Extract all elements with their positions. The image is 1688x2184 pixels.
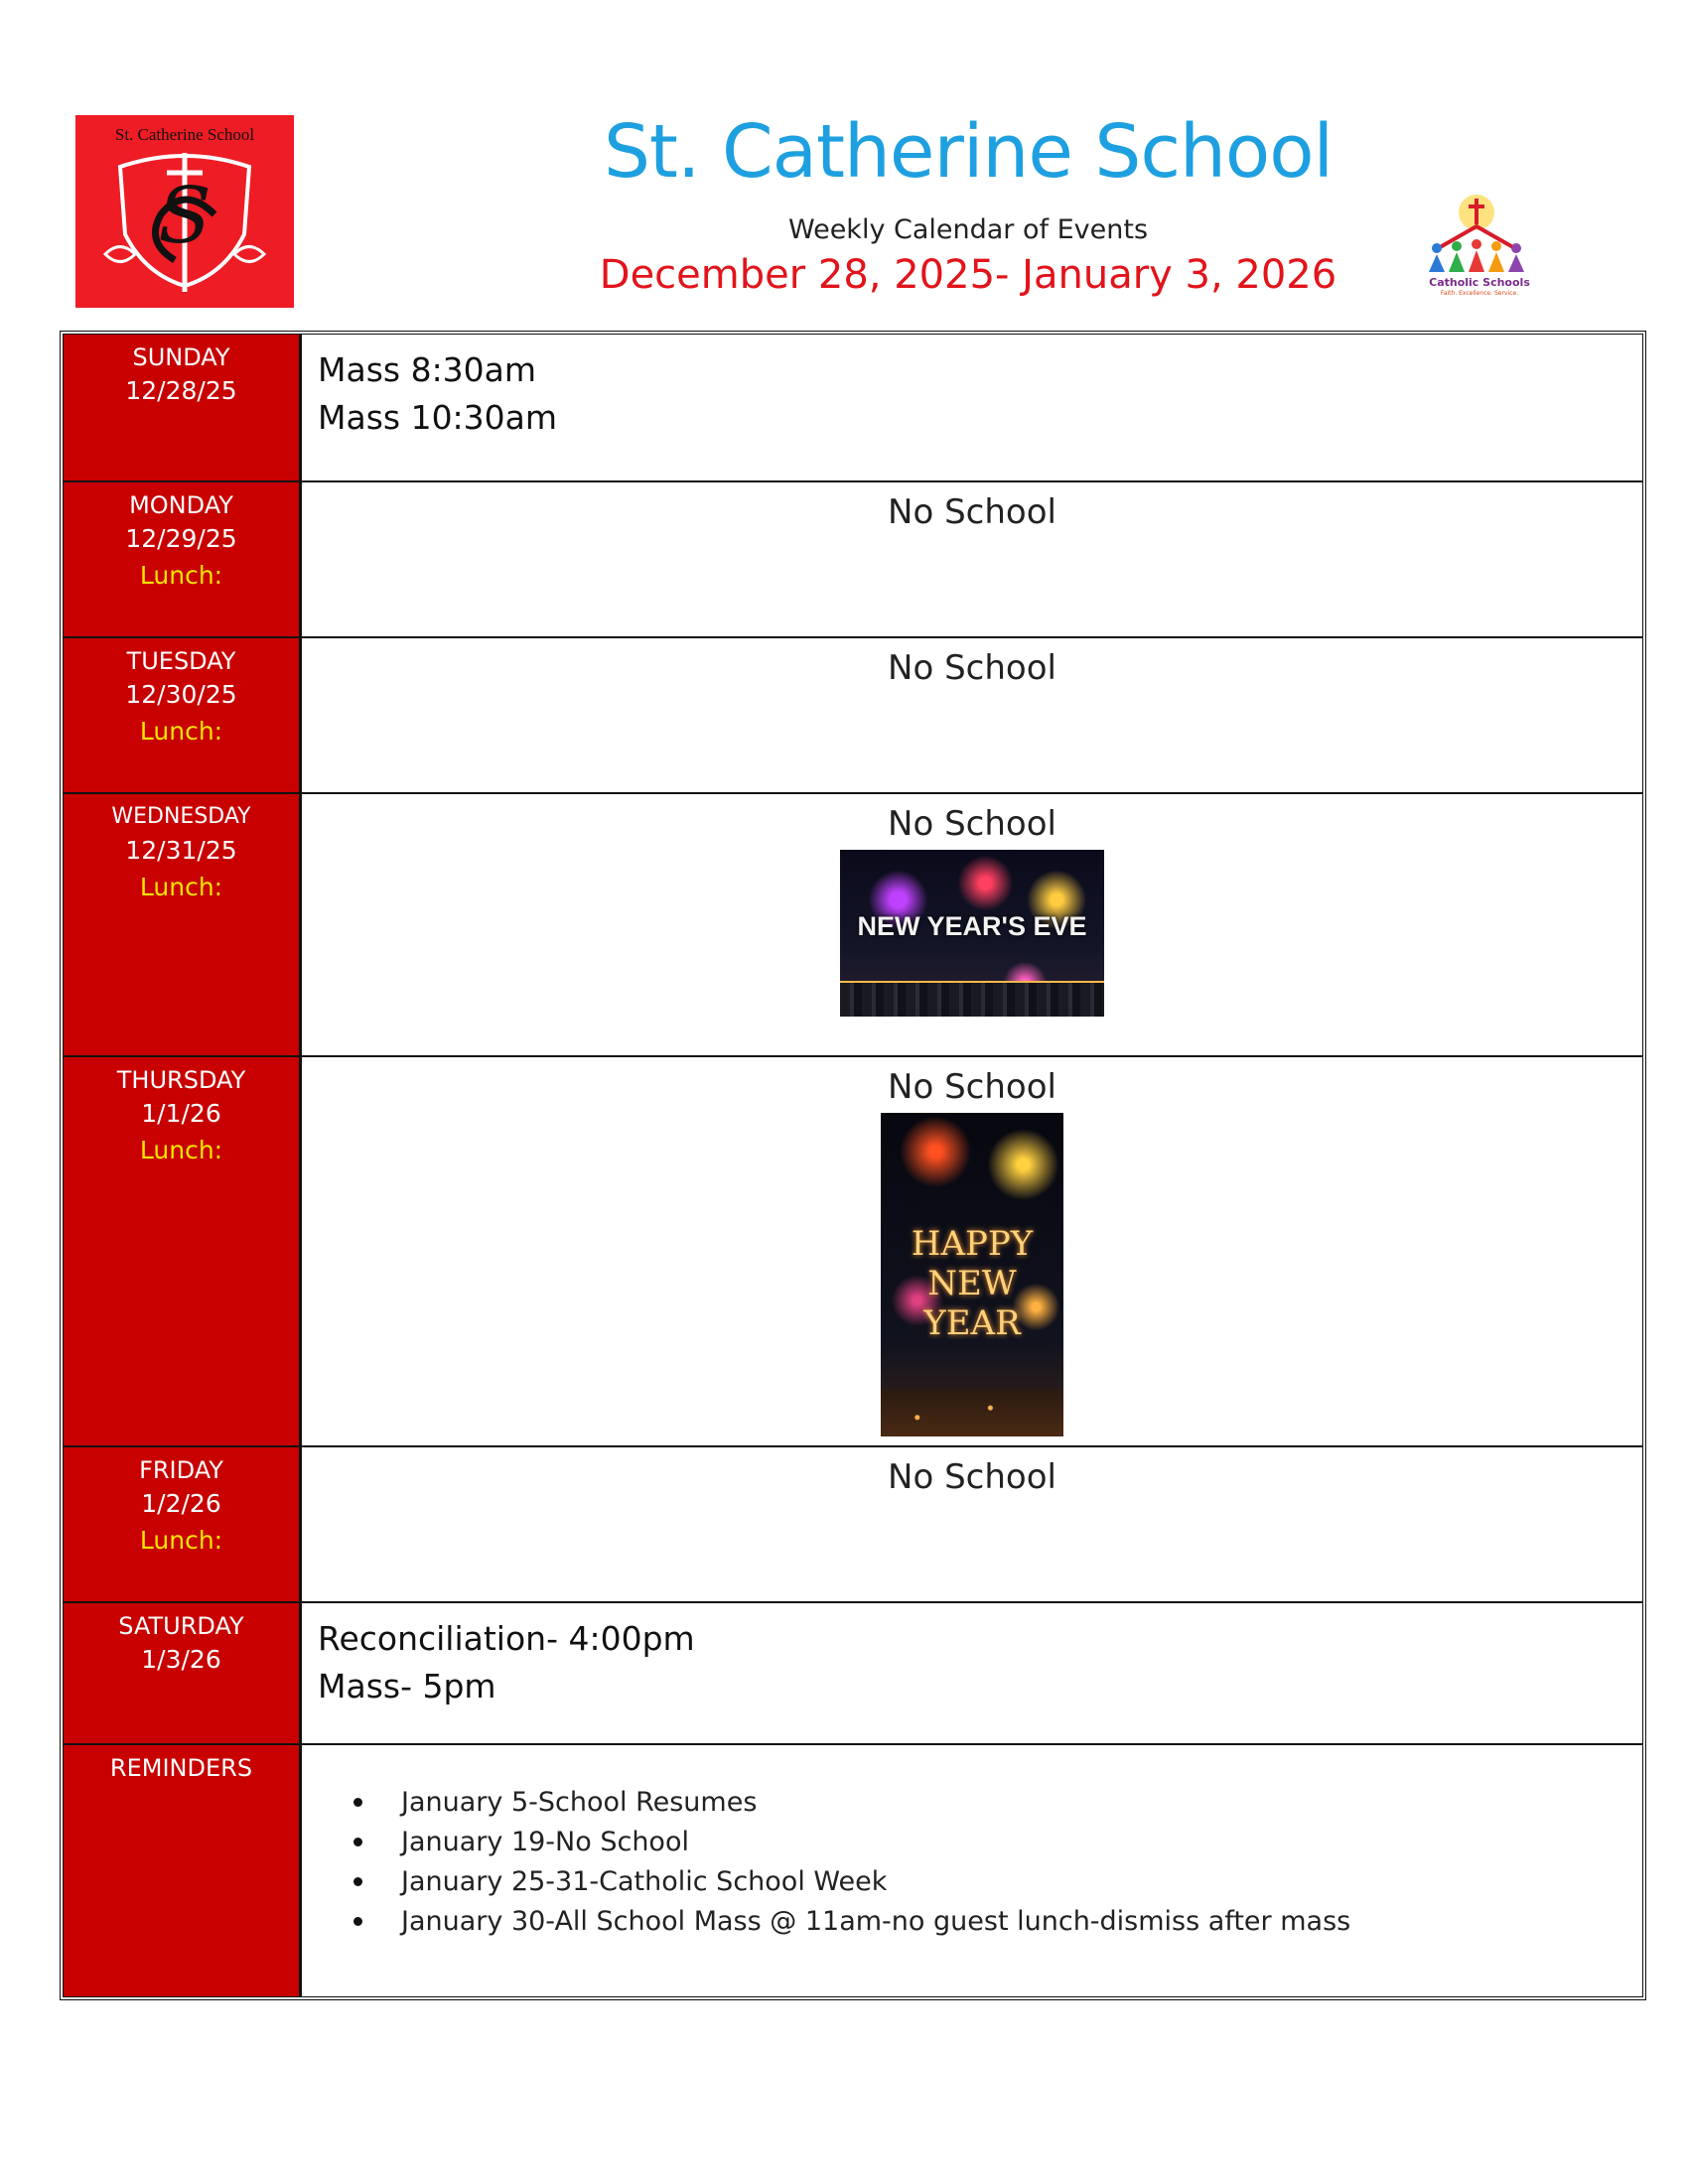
happy-new-year-image [881, 1113, 1063, 1436]
day-name: MONDAY [129, 491, 233, 519]
day-cell [64, 1057, 302, 1445]
day-cell [64, 482, 302, 636]
city-lights [881, 1389, 1063, 1436]
events-cell [302, 638, 1642, 792]
day-name: THURSDAY [116, 1066, 246, 1094]
day-date: 1/2/26 [141, 1489, 221, 1518]
catholic-schools-emblem-icon [1415, 191, 1544, 276]
events-cell [302, 482, 1642, 636]
day-cell [64, 1447, 302, 1601]
happy-new-year-image-text [881, 1224, 1063, 1343]
reminder-item: January 30-All School Mass @ 11am-no guest lunch-dismiss after mass [401, 1902, 1642, 1942]
new-years-eve-image [840, 850, 1104, 1017]
day-date: 1/3/26 [141, 1645, 221, 1674]
day-date: 12/29/25 [125, 524, 237, 553]
lunch-label: Lunch: [139, 873, 223, 901]
reminder-item: January 25-31-Catholic School Week [401, 1862, 1642, 1902]
no-school-note: No School [888, 804, 1056, 844]
reminders-label: REMINDERS [109, 1754, 253, 1782]
reminder-item: January 19-No School [401, 1823, 1642, 1862]
no-school-note: No School [888, 1457, 1056, 1497]
hny-line: HAPPY [911, 1224, 1034, 1264]
lunch-label: Lunch: [139, 1526, 223, 1555]
events-cell [302, 335, 1642, 480]
school-crest-logo [75, 115, 294, 308]
day-cell [64, 1603, 302, 1743]
no-school-note: No School [888, 492, 1056, 532]
lunch-label: Lunch: [139, 717, 223, 746]
calendar-row-tuesday [64, 638, 1642, 794]
day-date: 12/30/25 [125, 680, 237, 709]
reminders-label-cell [64, 1745, 302, 1996]
weekly-calendar-table [60, 331, 1646, 2000]
no-school-note: No School [888, 1067, 1056, 1107]
date-range: December 28, 2025- January 3, 2026 [599, 252, 1337, 298]
page-subtitle: Weekly Calendar of Events [787, 214, 1149, 245]
day-date: 1/1/26 [141, 1099, 221, 1128]
calendar-row-thursday [64, 1057, 1642, 1447]
calendar-row-sunday [64, 335, 1642, 482]
day-date: 12/31/25 [125, 836, 237, 865]
day-name: SUNDAY [132, 343, 230, 371]
page-title: St. Catherine School [603, 109, 1334, 195]
reminder-item: January 5-School Resumes [401, 1783, 1642, 1823]
city-skyline [840, 981, 1104, 1017]
reminders-list [302, 1745, 1642, 1942]
calendar-row-friday [64, 1447, 1642, 1603]
day-name: TUESDAY [126, 647, 236, 675]
day-date: 12/28/25 [125, 376, 237, 405]
catholic-schools-logo [1415, 191, 1544, 300]
calendar-row-wednesday [64, 794, 1642, 1057]
events-cell [302, 794, 1642, 1055]
day-name: FRIDAY [139, 1456, 223, 1484]
no-school-note: No School [888, 648, 1056, 688]
crest-shield-icon [75, 115, 294, 308]
events-cell [302, 1447, 1642, 1601]
hny-line: NEW [927, 1264, 1017, 1303]
calendar-row-saturday [64, 1603, 1642, 1745]
new-years-eve-image-text: NEW YEAR'S EVE [857, 911, 1087, 941]
day-name: SATURDAY [118, 1612, 244, 1640]
reminders-cell [302, 1745, 1642, 1996]
event-item: Mass 10:30am [318, 398, 558, 437]
crest-logo-text: St. Catherine School [114, 125, 255, 144]
calendar-row-reminders [64, 1745, 1642, 1996]
event-item: Reconciliation- 4:00pm [318, 1619, 695, 1658]
day-cell [64, 638, 302, 792]
catholic-schools-tagline: Faith. Excellence. Service. [1440, 290, 1519, 297]
catholic-schools-name: Catholic Schools [1429, 276, 1530, 289]
day-cell [64, 335, 302, 480]
svg-text:S: S [158, 172, 211, 261]
day-cell [64, 794, 302, 1055]
lunch-label: Lunch: [139, 1136, 223, 1164]
lunch-label: Lunch: [139, 561, 223, 590]
hny-line: YEAR [923, 1303, 1021, 1343]
events-cell [302, 1057, 1642, 1445]
calendar-row-monday [64, 482, 1642, 638]
event-item: Mass 8:30am [318, 350, 537, 389]
events-cell [302, 1603, 1642, 1743]
event-item: Mass- 5pm [318, 1667, 496, 1706]
day-name: WEDNESDAY [111, 804, 251, 829]
